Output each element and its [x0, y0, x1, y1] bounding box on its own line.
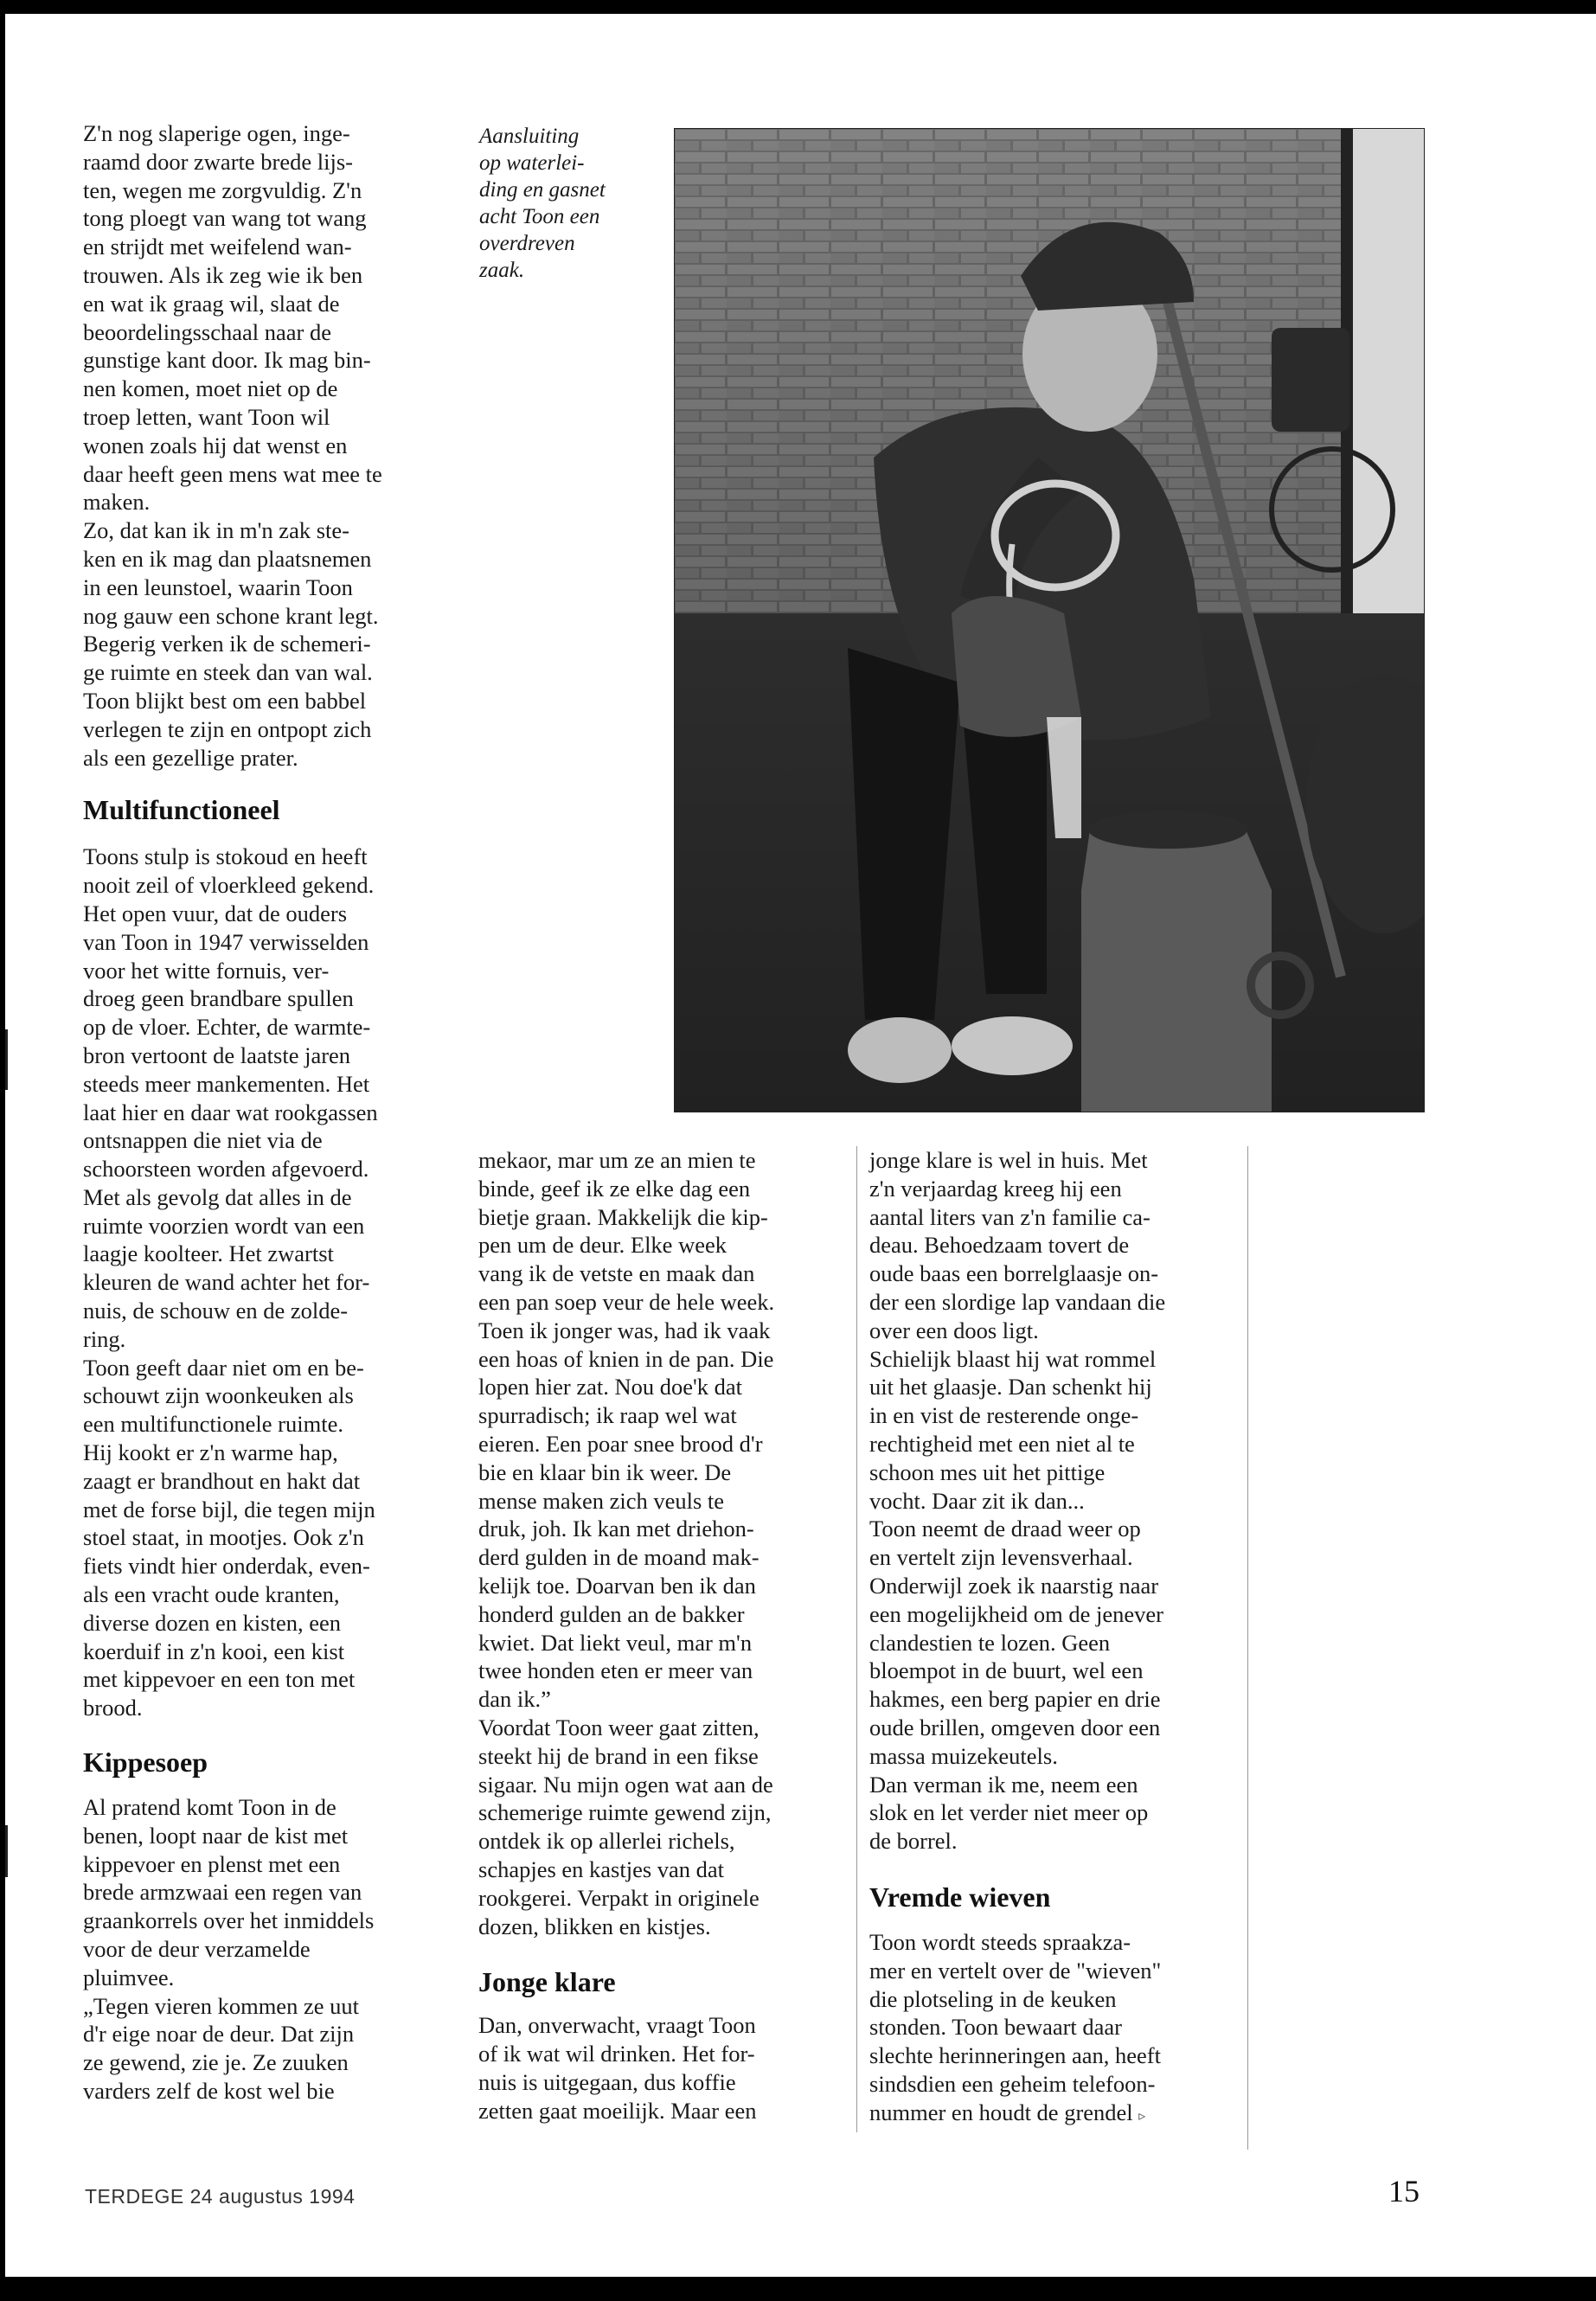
jonge-klare-text: Dan, onverwacht, vraagt Toon of ik wat wil drinken. Het for- nuis is uitgegaan, dus koffie zetten gaat moeilijk. Maar een: [478, 2012, 757, 2124]
vremde-wieven-body: Toon wordt steeds spraakza- mer en vertelt over de "wieven" die plotseling in de keuken stonden. Toon bewaart daar slechte herinneringen aan, heeft sindsdien een geheim telefoon- nummer en houdt de grendel: [869, 1928, 1162, 2125]
scan-border-bottom: [0, 2277, 1596, 2301]
article-column-2: [478, 1146, 842, 2125]
binding-mark: [5, 1825, 8, 1877]
multifunctioneel-text: Toons stulp is stokoud en heeft nooit zeil of vloerkleed gekend. Het open vuur, dat de ouders van Toon in 1947 verwisselden voor het witte fornuis, ver- droeg geen brandbare spullen op de vloer. Echter, de warmte- bron vertoont de laatste jaren steeds meer mankementen. Het laat hier en daar wat rookgassen ontsnappen die niet via de schoorsteen worden afgevoerd. Met als gevolg dat alles in de ruimte voorzien wordt van een laagje koolteer. Het zwartst kleuren de wand achter het for- nuis, de schouw en de zolde- ring. Toon geeft daar niet om en be- schouwt zijn woonkeuken als een multifunctionele ruimte. Hij kookt er z'n warme hap, zaagt er brandhout en hakt dat met de forse bijl, die tegen mijn stoel staat, in mootjes. Ook z'n fiets vindt hier onderdak, even- als een vracht oude kranten, diverse dozen en kisten, een koerduif in z'n kooi, een kist met kippevoer en een ton met brood.: [83, 843, 378, 1721]
kippesoep-text: Al pratend komt Toon in de benen, loopt naar de kist met kippevoer en plenst met een brede armzwaai een regen van graankorrels over het inmiddels voor de deur verzamelde pluimvee. „Tegen vieren kommen ze uut d'r eige noar de deur. Dat zijn ze gewend, zie je. Ze zuuken varders zelf de kost wel bie: [83, 1794, 375, 2104]
heading-jonge-klare: Jonge klare: [478, 1966, 616, 1998]
heading-vremde-wieven: Vremde wieven: [869, 1881, 1051, 1913]
article-column-3: [869, 1146, 1236, 2131]
column-divider: [1247, 1146, 1248, 2150]
intro-paragraph: Z'n nog slaperige ogen, inge- raamd door zwarte brede lijs- ten, wegen me zorgvuldig. Z'n tong ploegt van wang tot wang en strijdt met weifelend wan- trouwen. Als ik zeg wie ik ben en wat ik graag wil, slaat de beoordelingsschaal naar de gunstige kant door. Ik mag bin- nen komen, moet niet op de troep letten, want Toon wil wonen zoals hij dat wenst en daar heeft geen mens wat mee te maken. Zo, dat kan ik in m'n zak ste- ken en ik mag dan plaatsnemen in een leunstoel, waarin Toon nog gauw een schone krant legt. Begerig verken ik de schemeri- ge ruimte en steek dan van wal. Toon blijkt best om een babbel verlegen te zijn en ontpopt zich als een gezellige prater.: [83, 120, 382, 771]
continue-arrow-icon: ▹: [1138, 2106, 1146, 2124]
binding-mark: [5, 1029, 8, 1090]
page-number: 15: [1388, 2174, 1420, 2208]
heading-kippesoep: Kippesoep: [83, 1747, 208, 1779]
article-column-1: [83, 119, 450, 2106]
vremde-wieven-text: [869, 1928, 1236, 2131]
article-photo: [674, 128, 1425, 1112]
publication-footer: TERDEGE 24 augustus 1994: [85, 2185, 356, 2208]
column3-text: jonge klare is wel in huis. Met z'n verjaardag kreeg hij een aantal liters van z'n familie ca- deau. Behoedzaam tovert de oude baas een borrelglaasje on- der een slordige lap vandaan die over een doos ligt. Schielijk blaast hij wat rommel uit het glaasje. Dan schenkt hij in en vist de resterende onge- rechtigheid met een niet al te schoon mes uit het pittige vocht. Daar zit ik dan... Toon neemt de draad weer op en vertelt zijn levensverhaal. Onderwijl zoek ik naarstig naar een mogelijkheid om de jenever clandestien te lozen. Geen bloempot in de buurt, wel een hakmes, een berg papier en drie oude brillen, omgeven door een massa muizekeutels. Dan verman ik me, neem een slok en let verder niet meer op de borrel.: [869, 1147, 1166, 1855]
scan-border-top: [0, 0, 1596, 14]
column2-text: mekaor, mar um ze an mien te binde, geef ik ze elke dag een bietje graan. Makkelijk die kip- pen um de deur. Elke week vang ik de vetste en maak dan een pan soep veur de hele week. Toen ik jonger was, had ik vaak een hoas of knien in de pan. Die lopen hier zat. Nou doe'k dat spurradisch; ik raap wel wat eieren. Een poar snee brood d'r bie en klaar bin ik weer. De mense maken zich veuls te druk, joh. Ik kan met driehon- derd gulden in de moand mak- kelijk toe. Doarvan ben ik dan honderd gulden an de bakker kwiet. Dat liekt veul, mar m'n twee honden eten er meer van dan ik.” Voordat Toon weer gaat zitten, steekt hij de brand in een fikse sigaar. Nu mijn ogen wat aan de schemerige ruimte gewend zijn, ontdek ik op allerlei richels, schapjes en kastjes van dat rookgerei. Verpakt in originele dozen, blikken en kistjes.: [478, 1147, 775, 1939]
photo-caption: Aansluiting op waterlei- ding en gasnet acht Toon een overdreven zaak.: [479, 125, 606, 282]
column-divider: [856, 1146, 857, 2132]
heading-multifunctioneel: Multifunctioneel: [83, 794, 280, 826]
photo-old-man-pouring-water-illustration: [675, 129, 1424, 1112]
scan-border-left: [0, 0, 5, 2301]
